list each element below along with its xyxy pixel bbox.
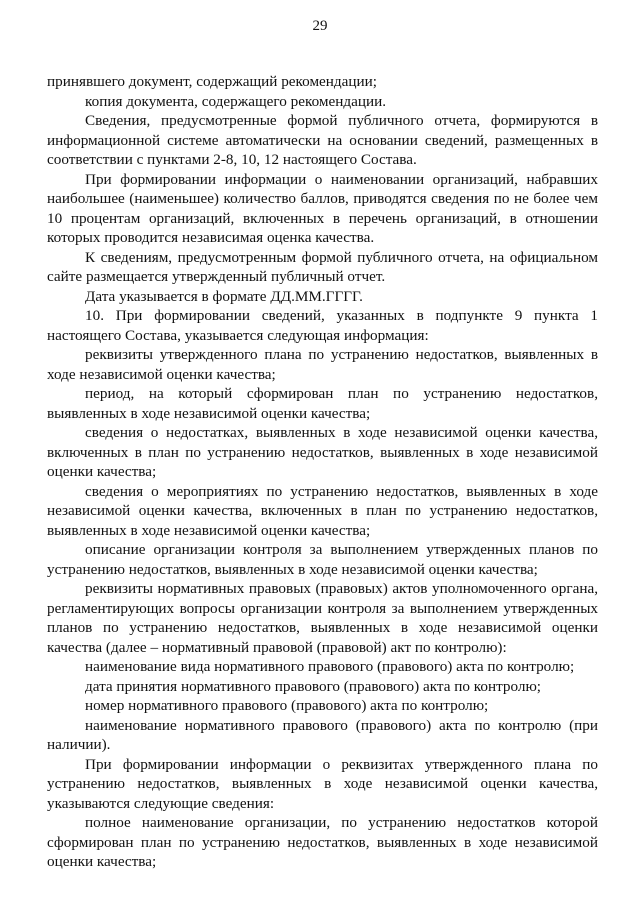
paragraph: К сведениям, предусмотренным формой публичного отчета, на официальном сайте размещается утвержденный публичный отчет. <box>47 248 598 285</box>
paragraph: При формировании информации о наименовании организаций, набравших наибольшее (наименьшее) количество баллов, приводятся сведения по не более чем 10 процентам организаций, включенных в перечень организаций, в отношении которых проводится независимая оценка качества. <box>47 170 598 246</box>
paragraph: сведения о мероприятиях по устранению недостатков, выявленных в ходе независимой оценки качества, включенных в план по устранению недостатков, выявленных в ходе независимой оценки качества; <box>47 482 598 539</box>
paragraph: сведения о недостатках, выявленных в ходе независимой оценки качества, включенных в план по устранению недостатков, выявленных в ходе независимой оценки качества; <box>47 424 598 480</box>
paragraph: 10. При формировании сведений, указанных в подпункте 9 пункта 1 настоящего Состава, указывается следующая информация: <box>47 307 598 344</box>
paragraph: наименование нормативного правового (правового) акта по контролю (при наличии). <box>47 716 598 753</box>
paragraph: номер нормативного правового (правового) акта по контролю; <box>85 697 489 714</box>
page-number: 29 <box>312 18 328 34</box>
paragraph: При формировании информации о реквизитах утвержденного плана по устранению недостатков, выявленных в ходе независимой оценки качества, указываются следующие сведения: <box>47 755 598 812</box>
paragraph: наименование вида нормативного правового (правового) акта по контролю; <box>85 658 575 675</box>
paragraph: копия документа, содержащего рекомендации. <box>85 92 386 110</box>
document-body <box>47 72 598 872</box>
paragraph: Дата указывается в формате ДД.ММ.ГГГГ. <box>85 287 363 305</box>
paragraph: реквизиты нормативных правовых (правовых) актов уполномоченного органа, регламентирующих вопросы организации контроля за выполнением утвержденных планов по устранению недостатков, выявленных в ходе независимой оценки качества (далее – нормативный правовой (правовой) акт по контролю): <box>47 580 598 656</box>
paragraph: принявшего документ, содержащий рекомендации; <box>47 73 377 90</box>
paragraph: период, на который сформирован план по устранению недостатков, выявленных в ходе независимой оценки качества; <box>47 385 598 422</box>
paragraph: Сведения, предусмотренные формой публичного отчета, формируются в информационной системе автоматически на основании сведений, размещенных в соответствии с пунктами 2-8, 10, 12 настоящего Состава. <box>47 112 598 168</box>
paragraph: реквизиты утвержденного плана по устранению недостатков, выявленных в ходе независимой оценки качества; <box>47 346 598 383</box>
paragraph: описание организации контроля за выполнением утвержденных планов по устранению недостатков, выявленных в ходе независимой оценки качества; <box>47 541 598 578</box>
paragraph: полное наименование организации, по устранению недостатков которой сформирован план по устранению недостатков, выявленных в ходе независимой оценки качества; <box>47 814 598 870</box>
paragraph: дата принятия нормативного правового (правового) акта по контролю; <box>85 677 542 695</box>
